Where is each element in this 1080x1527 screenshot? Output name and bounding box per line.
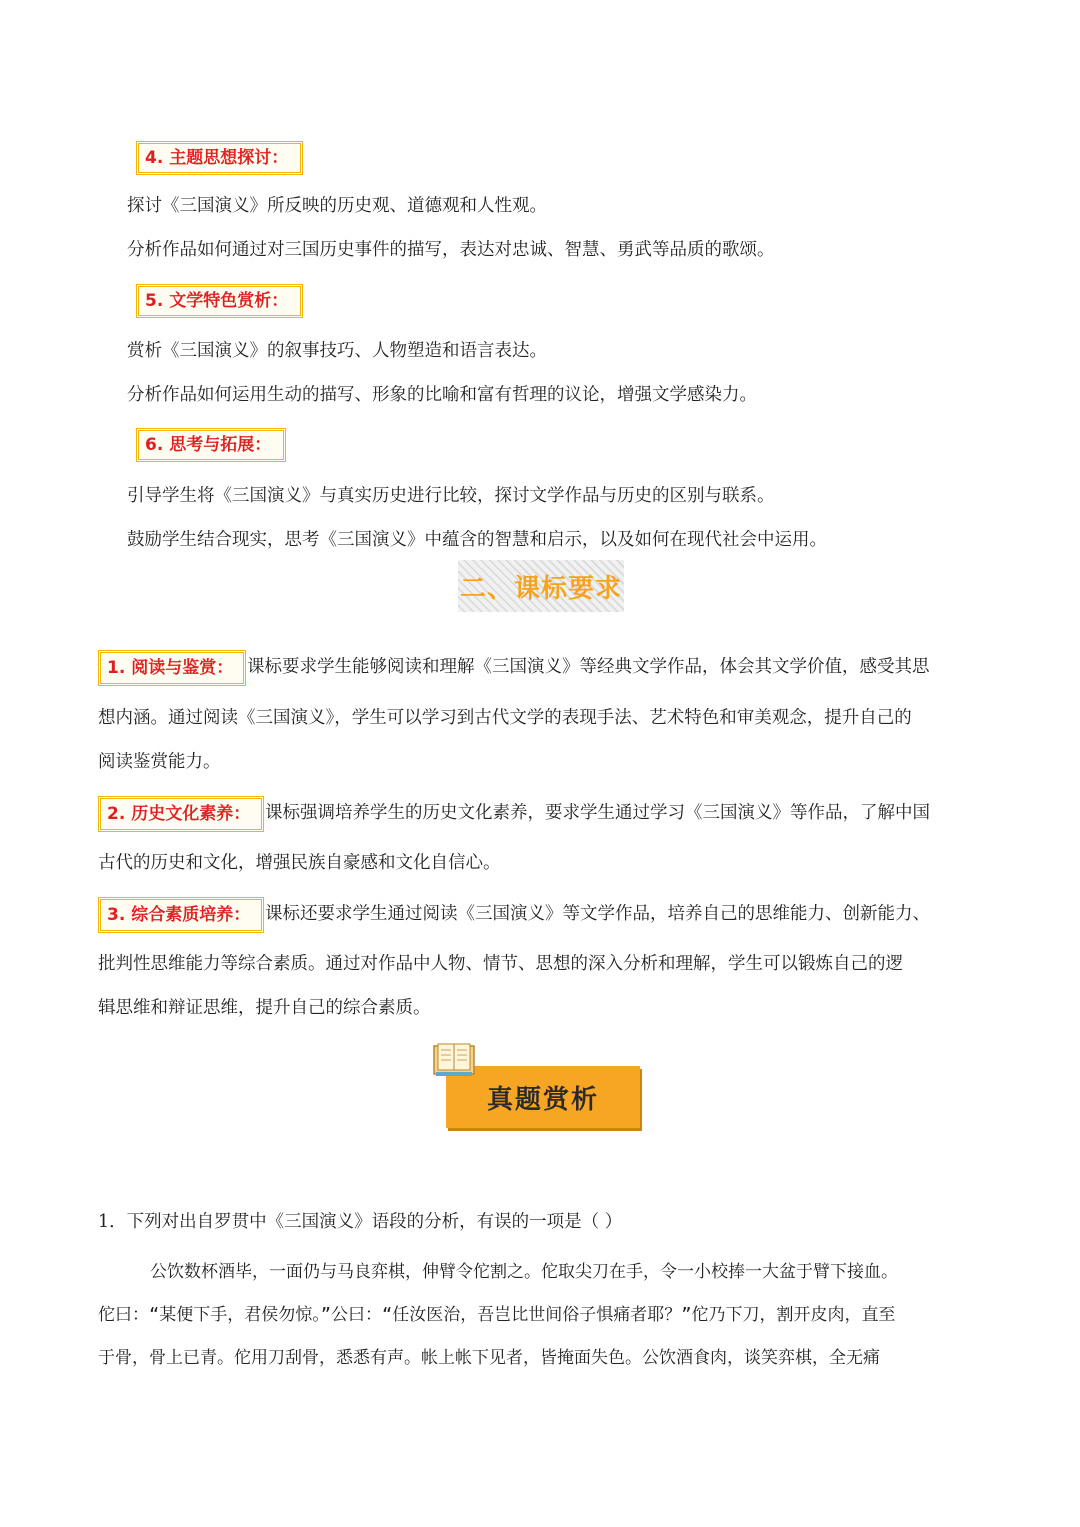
paragraph-theme-1: 探讨《三国演义》所反映的历史观、道德观和人性观。 [127,196,547,216]
item-quality-line-1: 课标还要求学生通过阅读《三国演义》等文学作品，培养自己的思维能力、创新能力、 [265,904,930,924]
item-reading-line-2: 想内涵。通过阅读《三国演义》，学生可以学习到古代文学的表现手法、艺术特色和审美观念，提升自己的 [98,708,912,728]
item-reading-label: 1. 阅读与鉴赏： [98,650,246,686]
paragraph-thinking-1: 引导学生将《三国演义》与真实历史进行比较，探讨文学作品与历史的区别与联系。 [127,486,775,506]
zhenti-title: 真题赏析 [486,1084,599,1115]
section-title: 二、课标要求 [459,573,622,604]
item-reading-line-3: 阅读鉴赏能力。 [98,752,221,772]
item-quality-line-3: 辑思维和辩证思维，提升自己的综合素质。 [98,998,431,1018]
item-history-line-1: 课标强调培养学生的历史文化素养，要求学生通过学习《三国演义》等作品，了解中国 [265,803,930,823]
paragraph-theme-2: 分析作品如何通过对三国历史事件的描写，表达对忠诚、智慧、勇武等品质的歌颂。 [127,240,775,260]
paragraph-thinking-2: 鼓励学生结合现实，思考《三国演义》中蕴含的智慧和启示，以及如何在现代社会中运用。 [127,530,827,550]
item-history-line-2: 古代的历史和文化，增强民族自豪感和文化自信心。 [98,853,501,873]
excerpt-line-3: 于骨，骨上已青。佗用刀刮骨，悉悉有声。帐上帐下见者，皆掩面失色。公饮酒食肉，谈笑弈棋，全无痛 [98,1348,880,1368]
item-quality-line-2: 批判性思维能力等综合素质。通过对作品中人物、情节、思想的深入分析和理解，学生可以锻炼自己的逻 [98,954,903,974]
book-icon [432,1040,476,1080]
heading-theme: 4. 主题思想探讨： [136,141,303,175]
item-quality-label: 3. 综合素质培养： [98,897,264,933]
section-title-banner [458,560,624,612]
heading-literary: 5. 文学特色赏析： [136,284,303,318]
item-reading-line-1: 课标要求学生能够阅读和理解《三国演义》等经典文学作品，体会其文学价值，感受其思 [247,657,930,677]
paragraph-literary-1: 赏析《三国演义》的叙事技巧、人物塑造和语言表达。 [127,341,547,361]
excerpt-line-1: 公饮数杯酒毕，一面仍与马良弈棋，伸臂令佗割之。佗取尖刀在手，令一小校捧一大盆于臂下接血。 [150,1262,898,1282]
item-history-label: 2. 历史文化素养： [98,796,264,832]
excerpt-line-2: 佗曰：“某便下手，君侯勿惊。”公曰：“任汝医治，吾岂比世间俗子惧痛者耶？”佗乃下刀，割开皮肉，直至 [98,1305,896,1325]
question-1: 1．下列对出自罗贯中《三国演义》语段的分析，有误的一项是（ ） [98,1212,623,1232]
paragraph-literary-2: 分析作品如何运用生动的描写、形象的比喻和富有哲理的议论，增强文学感染力。 [127,385,757,405]
heading-thinking: 6. 思考与拓展： [136,428,286,462]
